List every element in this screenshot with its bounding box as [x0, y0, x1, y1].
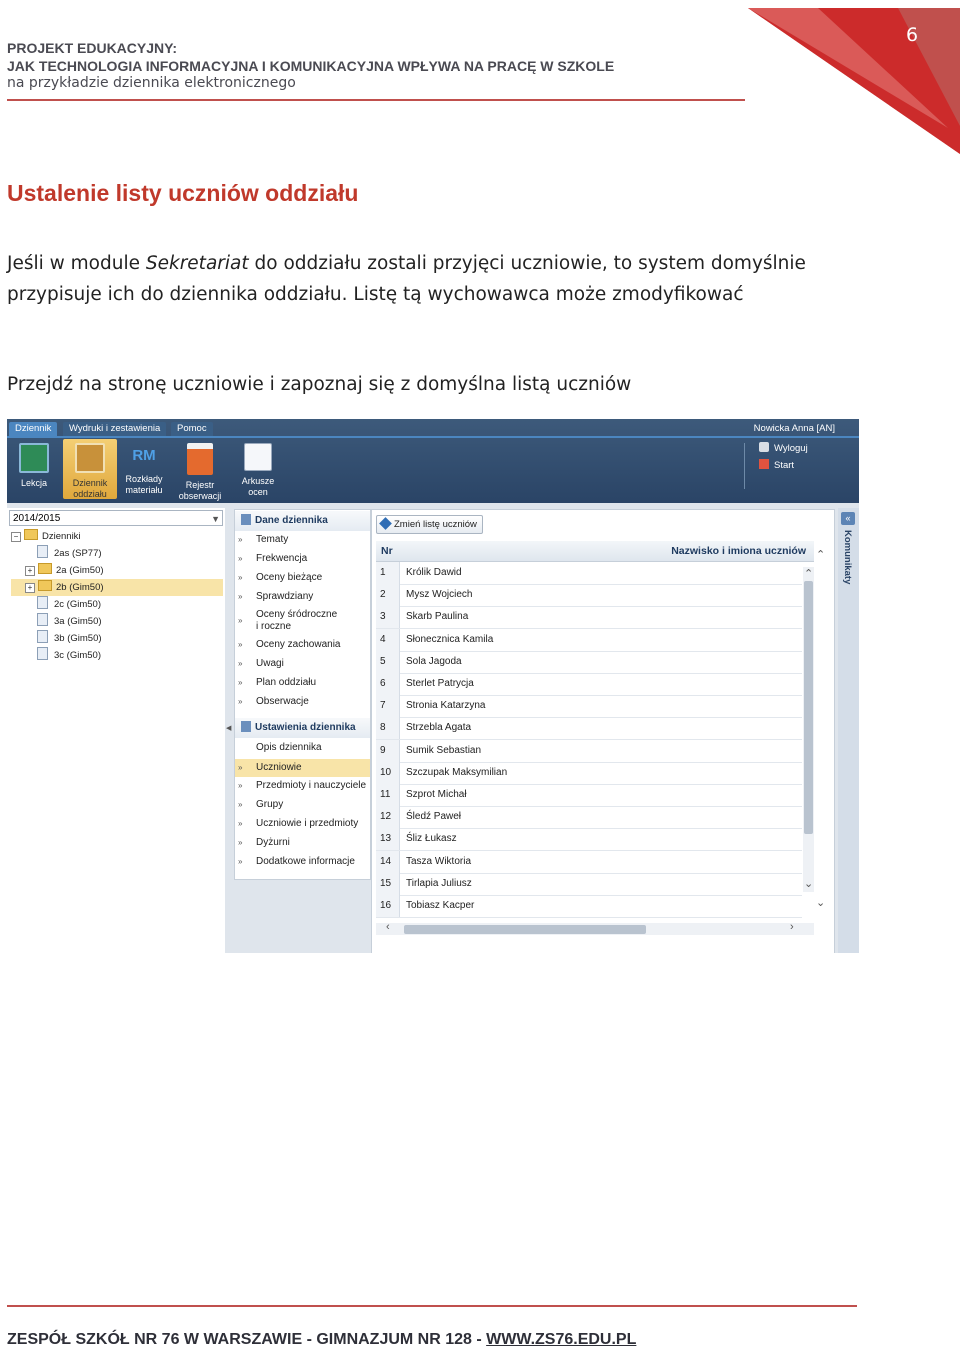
table-row[interactable]	[376, 851, 802, 874]
tool-rozklady[interactable]: RM Rozkłady materiału	[117, 439, 171, 499]
column-nr[interactable]: Nr	[381, 545, 393, 557]
logout-link[interactable]: Wyloguj	[759, 442, 808, 454]
chevron-down-icon: ▼	[211, 514, 220, 524]
table-row[interactable]	[376, 651, 802, 674]
menu-item-frekwencja[interactable]: » Frekwencja	[238, 553, 308, 564]
document-icon	[37, 596, 48, 609]
scroll-down-icon[interactable]: ⌄	[804, 878, 814, 890]
row-number: 2	[376, 584, 400, 606]
tree-root[interactable]: − Dzienniki	[11, 528, 81, 545]
page-number: 6	[906, 24, 919, 46]
row-number: 12	[376, 806, 400, 828]
menu-item-tematy[interactable]: » Tematy	[238, 534, 289, 545]
folder-icon	[38, 580, 52, 591]
vertical-scrollbar[interactable]	[803, 567, 814, 892]
table-row[interactable]	[376, 740, 802, 763]
row-number: 13	[376, 828, 400, 850]
menu-item-oceny-srodroczne[interactable]: » Oceny śródroczne i roczne	[238, 609, 338, 632]
row-number: 3	[376, 606, 400, 628]
menu-item-uczniowie-przedmioty[interactable]: » Uczniowie i przedmioty	[238, 818, 359, 829]
table-header	[376, 541, 814, 562]
journal-menu	[234, 509, 371, 880]
menu-item-uwagi[interactable]: » Uwagi	[238, 658, 284, 669]
tab-pomoc[interactable]: Pomoc	[171, 422, 213, 436]
student-name: Słonecznica Kamila	[406, 633, 494, 645]
menu-item-przedmioty[interactable]: » Przedmioty i nauczyciele	[238, 780, 367, 791]
footer: ZESPÓŁ SZKÓŁ NR 76 W WARSZAWIE - GIMNAZJUM NR 128 - WWW.ZS76.EDU.PL	[7, 1331, 637, 1348]
row-number: 4	[376, 629, 400, 651]
lock-icon	[759, 442, 769, 452]
tool-dziennik-oddzialu[interactable]: Dziennik oddziału	[63, 439, 117, 499]
tree-item[interactable]: 2as (SP77)	[37, 545, 102, 562]
student-name: Sumik Sebastian	[406, 744, 482, 756]
sheet-icon	[244, 443, 272, 471]
change-list-button[interactable]: Zmień listę uczniów	[376, 515, 483, 534]
messages-side-panel[interactable]	[838, 508, 859, 953]
paragraph-1-line-1: Jeśli w module Sekretariat do oddziału zostali przyjęci uczniowie, to system domyślnie	[7, 253, 806, 274]
corner-decoration	[748, 8, 960, 154]
row-number: 1	[376, 562, 400, 584]
collapse-left-icon[interactable]: ◀	[226, 725, 232, 732]
tab-wydruki[interactable]: Wydruki i zestawienia	[63, 422, 166, 436]
paragraph-1-line-2: przypisuje ich do dziennika oddziału. Listę tą wychowawca może zmodyfikować	[7, 284, 744, 305]
row-number: 7	[376, 695, 400, 717]
students-panel	[371, 509, 835, 953]
table-row[interactable]	[376, 584, 802, 607]
table-row[interactable]	[376, 695, 802, 718]
user-name: Nowicka Anna [AN]	[753, 423, 835, 434]
scroll-thumb[interactable]	[804, 581, 813, 834]
tab-dziennik[interactable]: Dziennik	[9, 422, 57, 436]
horizontal-scrollbar[interactable]	[376, 923, 814, 935]
row-number: 11	[376, 784, 400, 806]
row-number: 9	[376, 740, 400, 762]
table-row[interactable]	[376, 562, 802, 585]
table-row[interactable]	[376, 606, 802, 629]
chevron-down-icon[interactable]: ⌄	[816, 897, 826, 909]
settings-icon	[241, 721, 251, 732]
menu-item-obserwacje[interactable]: » Obserwacje	[238, 696, 309, 707]
class-tree-panel	[7, 508, 225, 953]
table-row[interactable]	[376, 629, 802, 652]
row-number: 6	[376, 673, 400, 695]
section-ustawienia: Ustawienia dziennika	[235, 718, 370, 738]
scroll-up-icon[interactable]: ⌃	[804, 568, 814, 580]
footer-link[interactable]: WWW.ZS76.EDU.PL	[486, 1331, 637, 1348]
row-number: 5	[376, 651, 400, 673]
menu-item-uczniowie[interactable]: » Uczniowie	[235, 759, 370, 777]
menu-item-oceny-biezace[interactable]: » Oceny bieżące	[238, 572, 323, 583]
tree-item-selected[interactable]: + 2b (Gim50)	[11, 579, 223, 596]
pencil-icon	[379, 517, 392, 530]
row-number: 8	[376, 717, 400, 739]
tree-item[interactable]: 3c (Gim50)	[37, 647, 101, 664]
folder-icon	[187, 443, 213, 475]
folder-icon	[24, 529, 38, 540]
student-name: Skarb Paulina	[406, 611, 469, 623]
divider	[744, 443, 745, 489]
start-link[interactable]: Start	[759, 459, 794, 471]
home-icon	[759, 459, 769, 469]
paragraph-2: Przejdź na stronę uczniowie i zapoznaj się z domyślna listą uczniów	[7, 374, 632, 395]
student-name: Strzebla Agata	[406, 722, 472, 734]
student-name: Szprot Michał	[406, 789, 467, 800]
student-name: Stronia Katarzyna	[406, 700, 486, 712]
table-row[interactable]	[376, 673, 802, 696]
table-row[interactable]	[376, 895, 802, 918]
tab-strip	[7, 436, 859, 438]
app-screenshot	[7, 419, 859, 953]
tool-arkusze[interactable]: Arkusze ocen	[231, 439, 285, 499]
student-name: Tobiasz Kacper	[406, 900, 475, 911]
row-number: 16	[376, 895, 400, 917]
messages-label: Komunikaty	[842, 530, 853, 585]
row-number: 15	[376, 873, 400, 895]
tree-item[interactable]: + 2a (Gim50)	[25, 562, 104, 579]
project-subtitle: na przykładzie dziennika elektronicznego	[7, 75, 296, 91]
tool-rejestr[interactable]: Rejestr obserwacji	[173, 439, 227, 499]
student-name: Królik Dawid	[406, 567, 462, 578]
table-row[interactable]	[376, 806, 802, 829]
rm-icon: RM	[132, 447, 156, 464]
student-name: Szczupak Maksymilian	[406, 766, 508, 778]
student-name: Śliz Łukasz	[406, 833, 457, 845]
journal-icon	[241, 514, 251, 525]
section-title: Ustalenie listy uczniów oddziału	[7, 180, 359, 206]
menu-item-dyzurni[interactable]: » Dyżurni	[238, 837, 290, 848]
app-toolbar	[7, 419, 859, 503]
project-title: JAK TECHNOLOGIA INFORMACYJNA I KOMUNIKACYJNA WPŁYWA NA PRACĘ W SZKOLE	[7, 58, 615, 74]
tree-item[interactable]: 2c (Gim50)	[37, 596, 101, 613]
menu-item-plan-oddzialu[interactable]: » Plan oddziału	[238, 677, 317, 688]
student-name: Sterlet Patrycja	[406, 678, 474, 689]
table-row[interactable]	[376, 828, 802, 851]
lesson-icon	[19, 443, 49, 473]
scroll-right-icon[interactable]: ›	[790, 921, 794, 933]
document-icon	[37, 545, 48, 558]
student-name: Sola Jagoda	[406, 655, 462, 667]
header-rule	[7, 99, 745, 101]
tree-item[interactable]: 3a (Gim50)	[37, 613, 102, 630]
student-name: Tasza Wiktoria	[406, 855, 472, 867]
tool-lekcja[interactable]: Lekcja	[7, 439, 61, 499]
student-name: Tirlapia Juliusz	[406, 877, 472, 889]
menu-item-sprawdziany[interactable]: » Sprawdziany	[238, 591, 314, 602]
footer-rule	[7, 1305, 857, 1307]
document-icon	[37, 613, 48, 626]
document-icon	[37, 647, 48, 660]
table-row[interactable]	[376, 784, 802, 807]
expand-icon[interactable]: «	[841, 512, 855, 525]
table-row[interactable]	[376, 717, 802, 740]
folder-icon	[38, 563, 52, 574]
table-row[interactable]	[376, 873, 802, 896]
column-name[interactable]: Nazwisko i imiona uczniów	[671, 545, 806, 557]
school-year-select[interactable]: 2014/2015 ▼	[9, 510, 223, 526]
table-row[interactable]	[376, 762, 802, 785]
scroll-thumb[interactable]	[404, 925, 646, 934]
row-number: 10	[376, 762, 400, 784]
project-label: PROJEKT EDUKACYJNY:	[7, 40, 178, 56]
document-icon	[37, 630, 48, 643]
row-number: 14	[376, 851, 400, 873]
menu-item-dodatkowe[interactable]: » Dodatkowe informacje	[238, 856, 355, 867]
menu-item-grupy[interactable]: » Grupy	[238, 799, 284, 810]
scroll-left-icon[interactable]: ‹	[386, 921, 390, 933]
student-name: Śledź Paweł	[406, 811, 462, 823]
section-dane-dziennika: Dane dziennika	[235, 511, 370, 531]
menu-item-oceny-zachowania[interactable]: » Oceny zachowania	[238, 639, 341, 650]
menu-item-opis-dziennika[interactable]: Opis dziennika	[256, 742, 322, 753]
student-name: Mysz Wojciech	[406, 589, 473, 601]
book-icon	[75, 443, 105, 473]
chevron-up-icon[interactable]: ⌃	[816, 549, 826, 561]
tree-item[interactable]: 3b (Gim50)	[37, 630, 102, 647]
